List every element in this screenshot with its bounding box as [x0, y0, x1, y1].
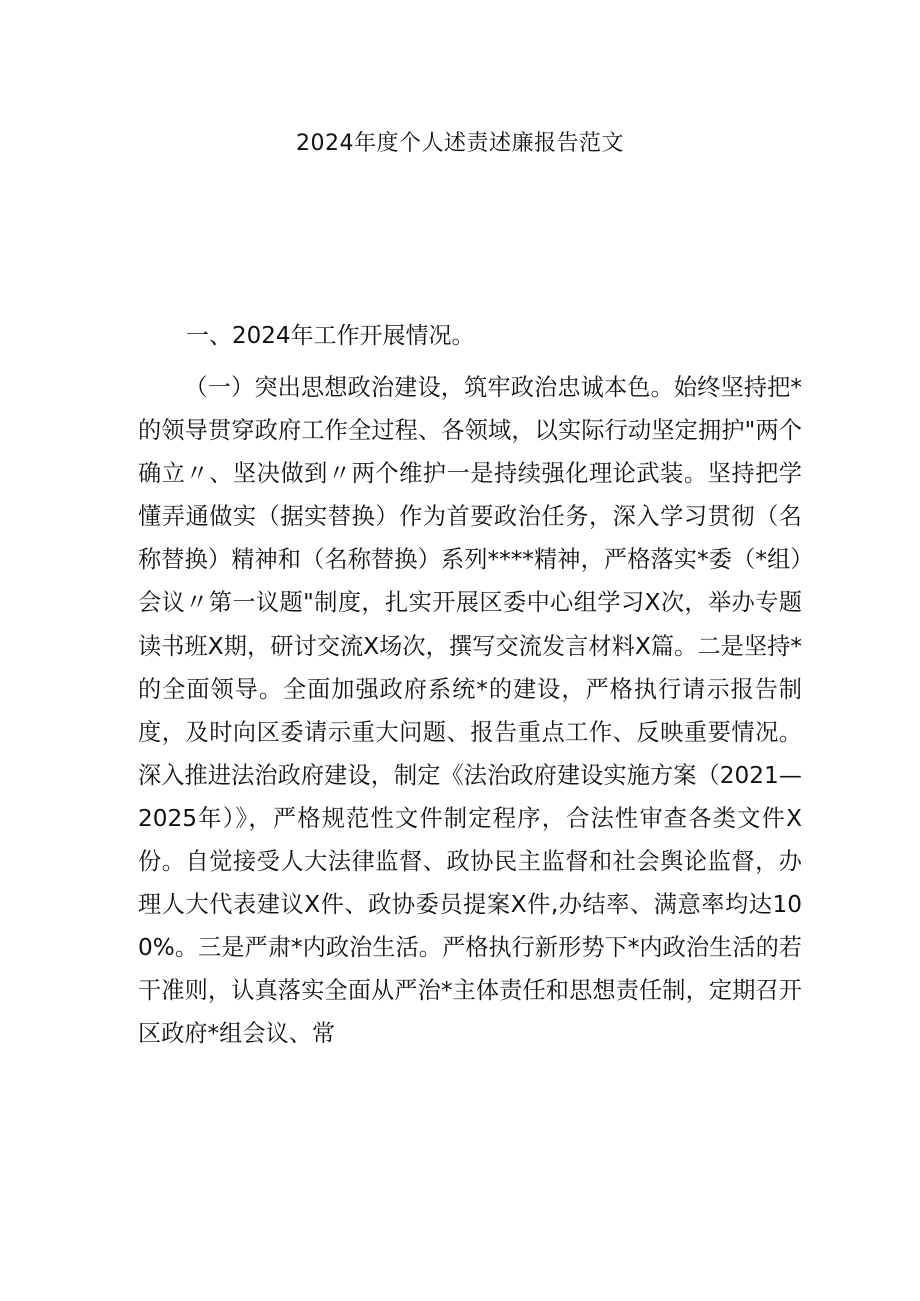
body-paragraph: （一）突出思想政治建设，筑牢政治忠诚本色。始终坚持把*的领导贯穿政府工作全过程、各领域，以实际行动坚定拥护"两个确立〃、坚决做到〃两个维护一是持续强化理论武装。坚持把学懂弄通做实（据实替换）作为首要政治任务，深入学习贯彻（名称替换）精神和（名称替换）系列****精神，严格落实*委（*组）会议〃第一议题"制度，扎实开展区委中心组学习X次，举办专题读书班X期，研讨交流X场次，撰写交流发言材料X篇。二是坚持*的全面领导。全面加强政府系统*的建设，严格执行请示报告制度，及时向区委请示重大问题、报告重点工作、反映重要情况。深入推进法治政府建设，制定《法治政府建设实施方案（2021—2025年）》，严格规范性文件制定程序，合法性审查各类文件X份。自觉接受人大法律监督、政协民主监督和社会舆论监督，办理人大代表建议X件、政协委员提案X件,办结率、满意率均达100%。三是严肃*内政治生活。严格执行新形势下*内政治生活的若干准则，认真落实全面从严治*主体责任和思想责任制，定期召开区政府*组会议、常	[138, 374, 802, 1048]
document-title: 2024年度个人述责述廉报告范文	[296, 131, 624, 156]
section-heading: 一、2024年工作开展情况。	[186, 323, 475, 349]
